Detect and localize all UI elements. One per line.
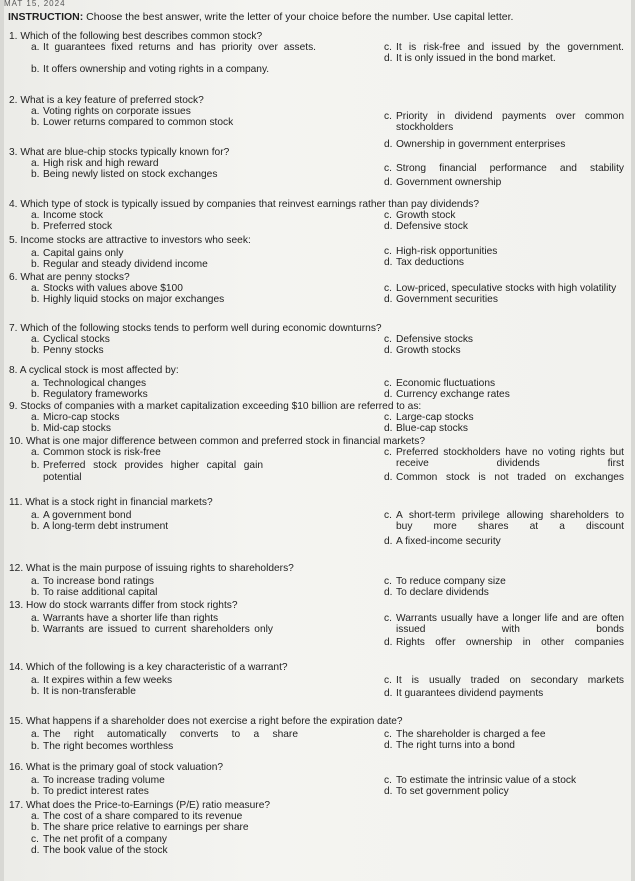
option-d: d. To set government policy <box>384 786 509 798</box>
option-c: c. It is usually traded on secondary markets <box>384 675 624 687</box>
question-stem: 8. A cyclical stock is most affected by: <box>9 365 179 376</box>
option-c: c. The shareholder is charged a fee <box>384 729 546 741</box>
option-b: b. Preferred stock <box>31 221 113 233</box>
option-c: c. Low-priced, speculative stocks with high volatility <box>384 283 617 295</box>
question-stem: 15. What happens if a shareholder does not exercise a right before the expiration date? <box>9 716 403 727</box>
option-c: c. Defensive stocks <box>384 334 474 346</box>
option-a: a. Cyclical stocks <box>31 334 110 346</box>
option-a: a. Income stock <box>31 210 104 222</box>
option-d: d. Growth stocks <box>384 345 461 357</box>
instruction-text: Choose the best answer, write the letter of your choice before the number. Use capital letter. <box>86 11 514 23</box>
question-stem: 10. What is one major difference between common and preferred stock in financial markets? <box>9 436 426 447</box>
option-a: a. It expires within a few weeks <box>31 675 173 687</box>
option-b: b. Highly liquid stocks on major exchanges <box>31 294 225 306</box>
question-7 <box>9 323 625 358</box>
option-a: a. Stocks with values above $100 <box>31 283 183 295</box>
question-stem: 2. What is a key feature of preferred stock? <box>9 95 204 106</box>
option-d: d. Rights offer ownership in other companies <box>384 636 624 648</box>
question-stem: 5. Income stocks are attractive to investors who seek: <box>9 235 251 246</box>
option-c: c. Priority in dividend payments over common stockholders <box>384 111 624 134</box>
option-a: a. To increase bond ratings <box>31 576 154 588</box>
option-b: b. Regulatory frameworks <box>31 389 148 401</box>
question-15 <box>9 716 625 763</box>
instruction-line <box>8 11 513 23</box>
option-d: d. The book value of the stock <box>31 844 168 856</box>
question-stem: 9. Stocks of companies with a market capitalization exceeding $10 billion are referred to as: <box>9 401 422 412</box>
page-header-cutoff: MAT 15, 2024 <box>4 0 66 7</box>
option-b: b. Warrants are issued to current shareholders only <box>31 624 273 636</box>
option-d: d. Defensive stock <box>384 221 468 233</box>
question-2 <box>9 95 625 150</box>
option-a: a. Capital gains only <box>31 248 124 260</box>
option-b: b. Mid-cap stocks <box>31 423 111 435</box>
question-1 <box>9 31 625 86</box>
option-b: b. Regular and steady dividend income <box>31 259 208 271</box>
option-b: b. Penny stocks <box>31 345 104 357</box>
worksheet-page <box>4 0 631 881</box>
option-d: d. To declare dividends <box>384 587 489 599</box>
option-d: d. A fixed-income security <box>384 535 501 547</box>
option-a: a. It guarantees fixed returns and has priority over assets. <box>31 42 316 54</box>
question-stem: 17. What does the Price-to-Earnings (P/E) ratio measure? <box>9 800 271 811</box>
question-5 <box>9 235 625 270</box>
option-c: c. High-risk opportunities <box>384 246 498 258</box>
option-a: a. Warrants have a shorter life than rights <box>31 613 219 625</box>
question-13 <box>9 600 625 667</box>
option-a: a. To increase trading volume <box>31 775 165 787</box>
question-stem: 7. Which of the following stocks tends to perform well during economic downturns? <box>9 323 382 334</box>
option-a: a. A government bond <box>31 510 132 522</box>
option-d: d. Common stock is not traded on exchanges <box>384 471 624 483</box>
question-4 <box>9 199 625 234</box>
question-12 <box>9 563 625 598</box>
option-c: c. The net profit of a company <box>31 833 168 845</box>
instruction-label: INSTRUCTION: <box>8 11 84 23</box>
option-b: b. To raise additional capital <box>31 587 158 599</box>
option-c: c. To reduce company size <box>384 576 506 588</box>
option-c: c. Growth stock <box>384 210 456 222</box>
option-a: a. The right automatically converts to a share <box>31 729 298 741</box>
question-stem: 6. What are penny stocks? <box>9 272 130 283</box>
option-d: d. The right turns into a bond <box>384 740 515 752</box>
option-d: d. It guarantees dividend payments <box>384 688 544 700</box>
option-a: a. High risk and high reward <box>31 158 159 170</box>
option-c: c. Warrants usually have a longer life and are often issued with bonds <box>384 613 624 636</box>
option-d: d. Blue-cap stocks <box>384 423 468 435</box>
question-14 <box>9 662 625 715</box>
option-d: d. It is only issued in the bond market. <box>384 53 556 65</box>
question-10 <box>9 436 625 505</box>
option-b: b. It is non-transferable <box>31 686 136 698</box>
question-stem: 3. What are blue-chip stocks typically known for? <box>9 147 230 158</box>
option-c: c. Economic fluctuations <box>384 378 496 390</box>
question-stem: 1. Which of the following best describes common stock? <box>9 31 263 42</box>
question-stem: 11. What is a stock right in financial markets? <box>9 497 213 508</box>
option-b: b. It offers ownership and voting rights in a company. <box>31 64 270 76</box>
question-stem: 4. Which type of stock is typically issued by companies that reinvest earnings rather than pay dividends? <box>9 199 479 210</box>
option-b: b. The share price relative to earnings per share <box>31 822 249 834</box>
question-11 <box>9 497 625 570</box>
option-c: c. A short-term privilege allowing shareholders to buy more shares at a discount <box>384 510 624 533</box>
option-c: c. Preferred stockholders have no voting rights but receive dividends first <box>384 447 624 470</box>
option-b: b. To predict interest rates <box>31 786 149 798</box>
question-16 <box>9 762 625 797</box>
question-9 <box>9 401 625 434</box>
option-c: c. It is risk-free and issued by the government. <box>384 42 624 54</box>
option-d: d. Ownership in government enterprises <box>384 138 566 150</box>
option-c: c. Strong financial performance and stability <box>384 163 624 175</box>
question-3 <box>9 147 625 202</box>
question-stem: 14. Which of the following is a key characteristic of a warrant? <box>9 662 288 673</box>
option-d: d. Currency exchange rates <box>384 389 510 401</box>
option-d: d. Tax deductions <box>384 257 464 269</box>
option-b: b. Being newly listed on stock exchanges <box>31 169 218 181</box>
option-c: c. To estimate the intrinsic value of a stock <box>384 775 577 787</box>
question-stem: 16. What is the primary goal of stock valuation? <box>9 762 224 773</box>
option-a: a. Micro-cap stocks <box>31 412 120 424</box>
option-a: a. Voting rights on corporate issues <box>31 106 191 118</box>
option-b: b. Lower returns compared to common stock <box>31 117 234 129</box>
option-c: c. Large-cap stocks <box>384 412 474 424</box>
option-a: a. Technological changes <box>31 378 147 390</box>
option-a: a. The cost of a share compared to its revenue <box>31 811 243 823</box>
question-6 <box>9 272 625 317</box>
option-b: b. A long-term debt instrument <box>31 521 169 533</box>
question-8 <box>9 365 625 400</box>
option-d: d. Government securities <box>384 294 498 306</box>
question-stem: 12. What is the main purpose of issuing rights to shareholders? <box>9 563 294 574</box>
question-stem: 13. How do stock warrants differ from stock rights? <box>9 600 238 611</box>
option-b: b. The right becomes worthless <box>31 741 174 753</box>
question-17 <box>9 800 625 856</box>
option-d: d. Government ownership <box>384 177 502 189</box>
option-b: b. Preferred stock provides higher capital gain potential <box>31 460 263 483</box>
option-a: a. Common stock is risk-free <box>31 447 161 459</box>
